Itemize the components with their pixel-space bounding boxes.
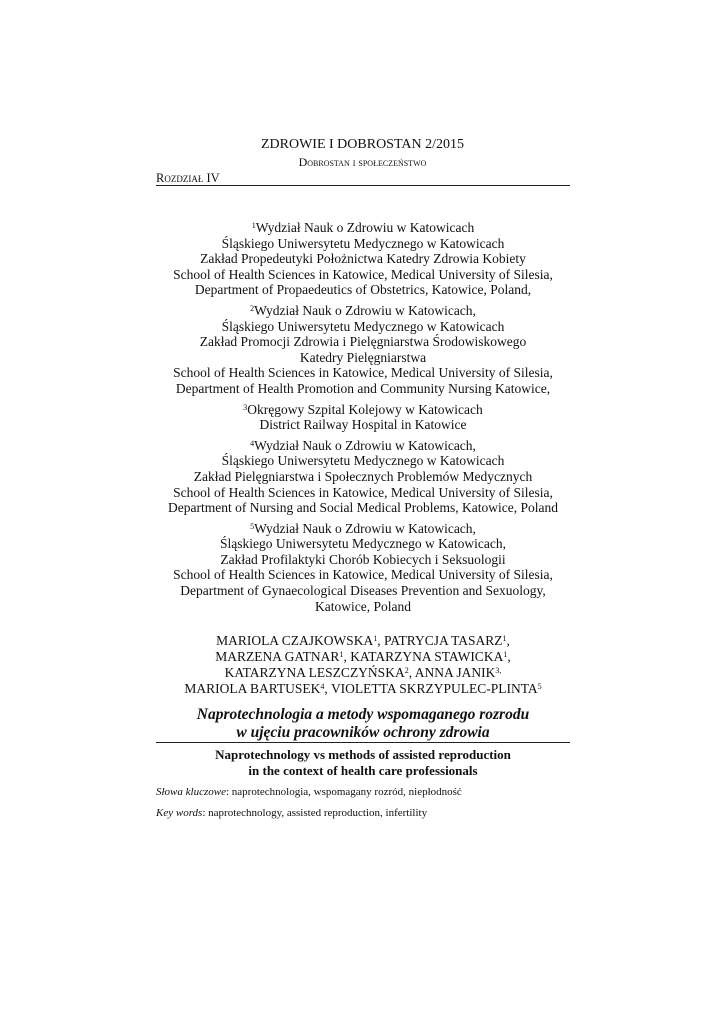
author-line: MARIOLA BARTUSEK$^4$, VIOLETTA SKRZYPULEC-PLINTA$^5$ — [184, 681, 542, 696]
affiliation-line: $^3$Okręgowy Szpital Kolejowy w Katowicach — [243, 401, 483, 417]
title-line: in the context of health care professionals — [248, 762, 478, 778]
author-affiliation: 4 — [320, 682, 325, 691]
affiliation-line: Zakład Propedeutyki Położnictwa Katedry Zdrowia Kobiety — [200, 251, 526, 267]
affiliation-number: 3 — [243, 402, 248, 412]
author-affiliation: 2 — [404, 666, 409, 675]
author-affiliation: 1 — [373, 634, 378, 643]
author-affiliation: 1 — [502, 634, 507, 643]
author-name: KATARZYNA LESZCZYŃSKA — [224, 665, 405, 680]
affiliation-line: School of Health Sciences in Katowice, Medical University of Silesia, — [173, 567, 553, 583]
author-list — [120, 633, 606, 697]
title-english — [120, 747, 606, 778]
affiliation-1 — [140, 220, 586, 298]
author-affiliation: 1 — [503, 650, 508, 659]
affiliation-line: Department of Nursing and Social Medical Problems, Katowice, Poland — [168, 500, 558, 516]
affiliation-line: School of Health Sciences in Katowice, Medical University of Silesia, — [173, 484, 553, 500]
affiliation-line: Śląskiego Uniwersytetu Medycznego w Katowicach, — [219, 536, 507, 552]
affiliation-5 — [140, 521, 586, 615]
affiliation-line: District Railway Hospital in Katowice — [259, 417, 467, 433]
chapter-label: Rozdział IV — [156, 171, 220, 185]
author-line: MARZENA GATNAR$^1$, KATARZYNA STAWICKA$^1$, — [215, 649, 511, 664]
title-divider — [156, 742, 570, 743]
affiliations — [140, 220, 586, 619]
author-name: PATRYCJA TASARZ — [383, 633, 503, 648]
affiliation-4 — [140, 438, 586, 516]
author-affiliation: 5 — [537, 682, 542, 691]
keywords-label: Key words — [156, 807, 203, 819]
keywords-english — [156, 806, 427, 820]
header-divider — [156, 185, 570, 186]
affiliation-line: Zakład Pielęgniarstwa i Społecznych Problemów Medycznych — [193, 468, 533, 484]
affiliation-number: 1 — [251, 221, 256, 230]
author-affiliation: 3, — [495, 666, 502, 675]
author-affiliation: 1 — [339, 650, 344, 659]
title-polish — [120, 706, 606, 742]
affiliation-line: Katedry Pielęgniarstwa — [299, 349, 427, 365]
author-line: KATARZYNA LESZCZYŃSKA$^2$, ANNA $JANIK^{3,}$ — [224, 665, 502, 680]
affiliation-2 — [140, 303, 586, 397]
title-line: w ujęciu pracowników ochrony zdrowia — [236, 724, 490, 741]
affiliation-line: School of Health Sciences in Katowice, Medical University of Silesia, — [173, 365, 553, 381]
section-title: Dobrostan i społeczeństwo — [298, 155, 427, 169]
keywords-text: : naprotechnologia, wspomagany rozród, niepłodność — [225, 786, 462, 798]
journal-title: ZDROWIE I DOBROSTAN 2/2015 — [260, 137, 465, 152]
author-name: MARZENA GATNAR — [215, 649, 340, 664]
affiliation-line: Department of Gynaecological Diseases Prevention and Sexuology, — [180, 583, 546, 599]
affiliation-line: $^4$Wydział Nauk o Zdrowiu w Katowicach, — [250, 437, 476, 453]
keywords-text: : naprotechnology, assisted reproduction, infertility — [202, 807, 428, 819]
affiliation-line: Zakład Promocji Zdrowia i Pielęgniarstwa Środowiskowego — [199, 334, 527, 350]
affiliation-line: Zakład Profilaktyki Chorób Kobiecych i Seksuologii — [220, 551, 506, 567]
title-line: Naprotechnology vs methods of assisted reproduction — [215, 747, 511, 762]
affiliation-line: Department of Propaedeutics of Obstetrics, Katowice, Poland, — [194, 282, 532, 298]
affiliation-line: Department of Health Promotion and Community Nursing Katowice, — [175, 380, 551, 396]
affiliation-line: Katowice, Poland — [315, 598, 411, 614]
author-name: MARIOLA CZAJKOWSKA — [216, 633, 374, 648]
affiliation-line: Śląskiego Uniwersytetu Medycznego w Katowicach — [221, 235, 505, 251]
affiliation-line: Śląskiego Uniwersytetu Medycznego w Katowicach — [221, 318, 505, 334]
title-line: Naprotechnologia a metody wspomaganego rozrodu — [196, 706, 530, 723]
affiliation-line: $^1$Wydział Nauk o Zdrowiu w Katowicach — [251, 220, 475, 235]
author-line: MARIOLA CZAJKOWSKA$^1$, PATRYCJA TASARZ$^1$, — [216, 633, 510, 648]
affiliation-number: 5 — [250, 521, 255, 531]
affiliation-line: School of Health Sciences in Katowice, Medical University of Silesia, — [173, 266, 553, 282]
keywords-label: Słowa kluczowe — [156, 786, 226, 798]
affiliation-line: $^2$Wydział Nauk o Zdrowiu w Katowicach, — [250, 302, 476, 318]
keywords-polish — [156, 785, 462, 799]
affiliation-line: $^5$Wydział Nauk o Zdrowiu w Katowicach, — [250, 520, 476, 536]
author-name: KATARZYNA STAWICKA — [350, 649, 504, 664]
author-name: VIOLETTA SKRZYPULEC-PLINTA — [330, 681, 538, 696]
affiliation-number: 2 — [250, 303, 255, 313]
author-name: MARIOLA BARTUSEK — [184, 681, 321, 696]
affiliation-3 — [140, 402, 586, 433]
author-name: ANNA JANIK — [414, 665, 496, 680]
affiliation-number: 4 — [250, 438, 255, 448]
affiliation-line: Śląskiego Uniwersytetu Medycznego w Katowicach — [221, 453, 505, 469]
